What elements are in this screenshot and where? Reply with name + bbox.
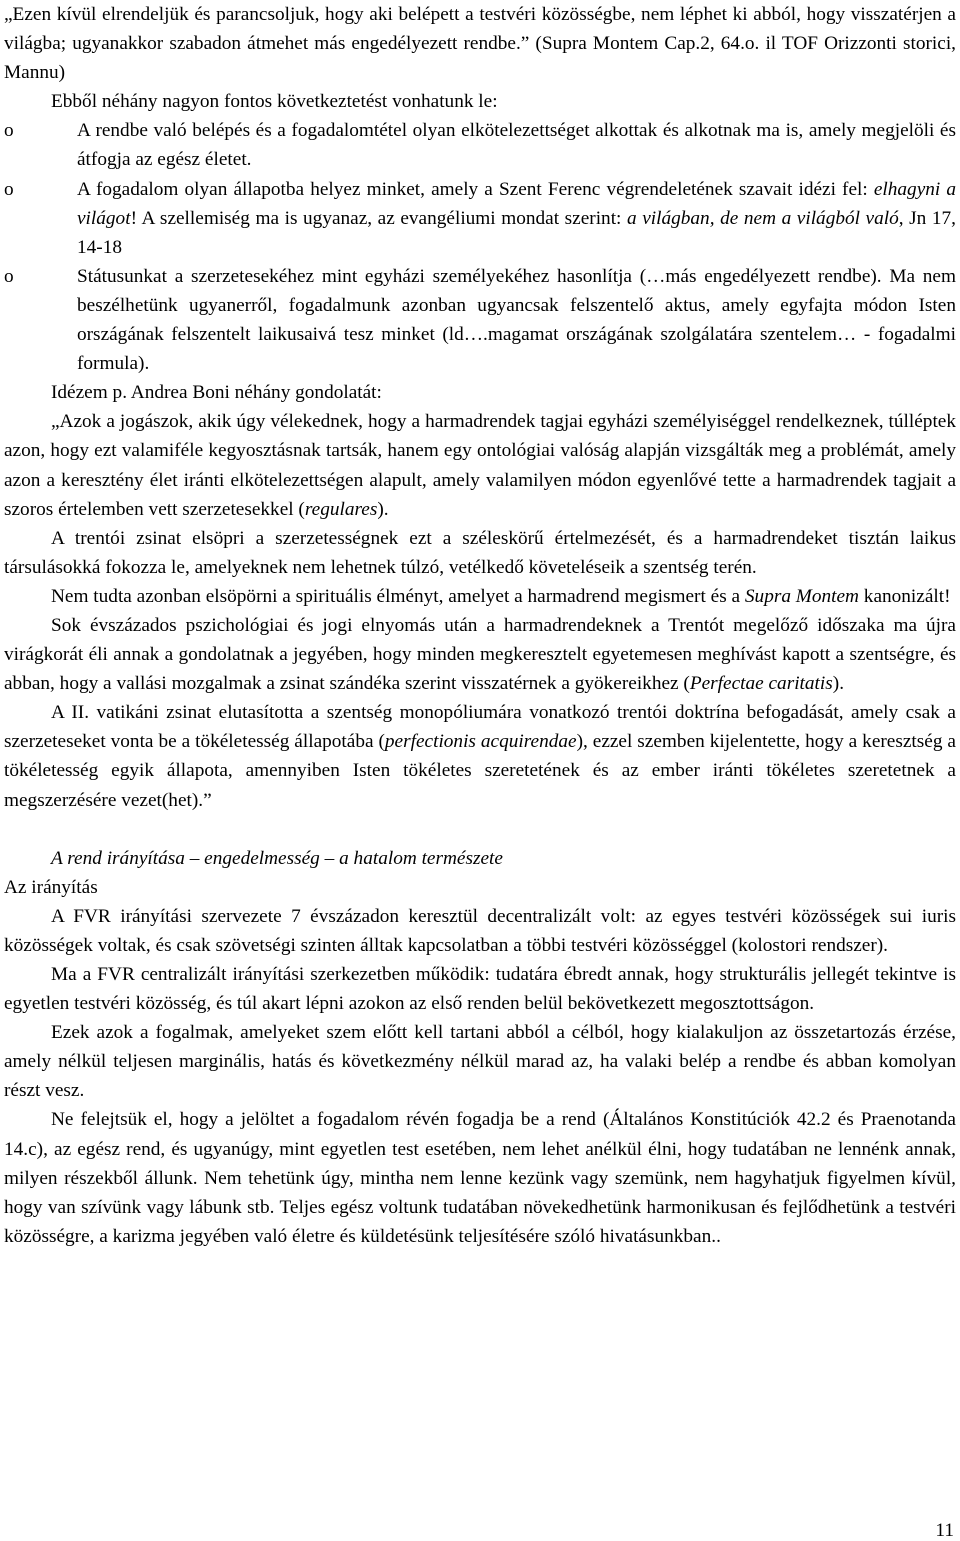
- bullet-marker: o: [4, 178, 14, 200]
- body-paragraph: A trentói zsinat elsöpri a szerzetességnek ezt a széleskörű értelmezését, és a harmadrendeket tisztán laikus társulásokká fokozza le, amelyeknek nem lehetnek túlzó, vetélkedő követeléseik a szentség terén.: [4, 527, 956, 578]
- body-paragraph: [4, 698, 956, 814]
- intro-conclusions: Ebből néhány nagyon fontos következtetést vonhatunk le:: [51, 91, 498, 113]
- body-paragraph: Ezek azok a fogalmak, amelyeket szem előtt kell tartani abból a célból, hogy kialakuljon az összetartozás érzése, amely nélkül teljesen marginális, hatás és következmény nélkül marad az, ha valaki belép a rendbe és abban komolyan részt vesz.: [4, 1022, 956, 1102]
- list-item: [4, 116, 956, 174]
- quote-intro: Idézem p. Andrea Boni néhány gondolatát:: [51, 382, 382, 404]
- body-paragraph: Ma a FVR centralizált irányítási szerkezetben működik: tudatára ébredt annak, hogy strukturális jellegét tekintve is egyetlen testvéri közösség, és túl akart lépni azokon az első renden belül bekövetkezett megosztottságon.: [4, 964, 956, 1015]
- body-paragraph: [4, 582, 956, 611]
- list-item: [4, 262, 956, 378]
- paragraph-text: ).: [377, 498, 389, 520]
- section-heading: A rend irányítása – engedelmesség – a hatalom természete: [51, 847, 503, 869]
- page-number: 11: [935, 1520, 954, 1541]
- document-page: [4, 0, 956, 1251]
- body-paragraph: [4, 611, 956, 698]
- italic-phrase: perfectionis acquirendae: [384, 731, 577, 753]
- italic-phrase: Supra Montem: [744, 585, 859, 607]
- italic-phrase: a világban, de nem a világból való: [627, 207, 899, 229]
- paragraph-text: Sok évszázados pszichológiai és jogi elnyomás után a harmadrendeknek a Trentót megelőző időszaka ma újra virágkorát éli annak a gondolatnak a jegyében, hogy minden megkeresztelt egyetemesen meghívást kapott a szentségre, és abban, hogy a vallási mozgalmak a zsinat szándéka szerint visszatérnek a gyökereikhez (: [4, 614, 956, 695]
- list-item-text: Státusunkat a szerzetesekéhez mint egyházi személyekéhez hasonlítja (…más engedélyezett rendbe). Ma nem beszélhetünk ugyanerről, fogadalmunk azonban ugyancsak felszentelő aktus, amely egyfajta módon Isten országának felszentelt laikusaivá tesz minket (ld….magamat országának szolgálatára szentelem… - fogadalmi formula).: [77, 265, 956, 375]
- section-gap: [4, 815, 956, 844]
- italic-phrase: regulares: [304, 498, 378, 520]
- body-paragraph: Ne felejtsük el, hogy a jelöltet a fogadalom révén fogadja be a rend (Általános Konstitúciók 42.2 és Praenotanda 14.c), az egész rend, és ugyanúgy, mint egyetlen test esetében, nem lehet anélkül élni, hogy tudatában ne lennénk annak, milyen részekből állunk. Nem tehetünk úgy, mintha nem lenne kezünk vagy szemünk, nem hagyhatjuk figyelmen kívül, hogy van szívünk vagy lábunk stb. Teljes egész voltunk tudatában növekedhetünk harmonikusan és fejlődhetünk a testvéri közösségre, a karizma jegyében való életre és küldetésünk teljesítésére szóló hivatásunkban..: [4, 1109, 956, 1247]
- body-paragraph: A FVR irányítási szervezete 7 évszázadon keresztül decentralizált volt: az egyes testvéri közösségek sui iuris közösségek voltak, és csak szövetségi szinten álltak kapcsolatban a többi testvéri közösséggel (kolostori rendszer).: [4, 905, 956, 956]
- paragraph-text: ).: [832, 673, 845, 695]
- list-item-text: , Jn 17, 14-18: [77, 207, 956, 258]
- list-item-text: A fogadalom olyan állapotba helyez minket, amely a Szent Ferenc végrendeletének szavait idézi fel:: [77, 178, 874, 200]
- subsection-heading: Az irányítás: [4, 876, 98, 898]
- paragraph-text: A II. vatikáni zsinat elutasította a szentség monopóliumára vonatkozó trentói doktrína befogadását, amely csak a szerzeteseket vonta be a tökéletesség állapotába (: [4, 702, 956, 753]
- quote-supra-montem: „Ezen kívül elrendeljük és parancsoljuk, hogy aki belépett a testvéri közösségbe, nem léphet ki abból, hogy visszatérjen a világba; ugyanakkor szabadon átmehet más engedélyezett rendbe.” (Supra Montem Cap.2, 64.o. il TOF Orizzonti storici, Mannu): [4, 4, 956, 84]
- bullet-marker: o: [4, 120, 14, 142]
- italic-phrase: Perfectae caritatis: [689, 673, 833, 695]
- list-item-text: A rendbe való belépés és a fogadalomtétel olyan elkötelezettséget alkottak és alkotnak ma is, amely megjelöli és átfogja az egész életet.: [77, 120, 956, 171]
- list-item-text: ! A szellemiség ma is ugyanaz, az evangéliumi mondat szerint:: [130, 207, 627, 229]
- list-item: [4, 175, 956, 262]
- paragraph-text: „Azok a jogászok, akik úgy vélekednek, hogy a harmadrendek tagjai egyházi személyiséggel rendelkeznek, túlléptek azon, hogy ezt valamiféle kegyosztásnak tartsák, hanem egy ontológiai valóság alapján vizsgálták meg a problémát, amely azon a keresztény élet iránti elkötelezettségen alapult, amely valamilyen módon egyenlővé tette a harmadrendek tagjait a szoros értelemben vett szerzetesekkel (: [4, 411, 956, 520]
- conclusions-list: [4, 116, 956, 378]
- paragraph-text: kanonizált!: [858, 585, 951, 607]
- paragraph-text: Nem tudta azonban elsöpörni a spirituális élményt, amelyet a harmadrend megismert és a: [51, 585, 745, 607]
- bullet-marker: o: [4, 265, 14, 287]
- body-paragraph: [4, 407, 956, 523]
- italic-phrase: elhagyni a világot: [77, 178, 956, 229]
- paragraph-text: ), ezzel szemben kijelentette, hogy a keresztség a tökéletesség egyik állapota, amennyiben Isten tökéletes szeretetének és az ember iránti tökéletes szeretetnek a megszerzésére vezet(het).”: [4, 731, 956, 811]
